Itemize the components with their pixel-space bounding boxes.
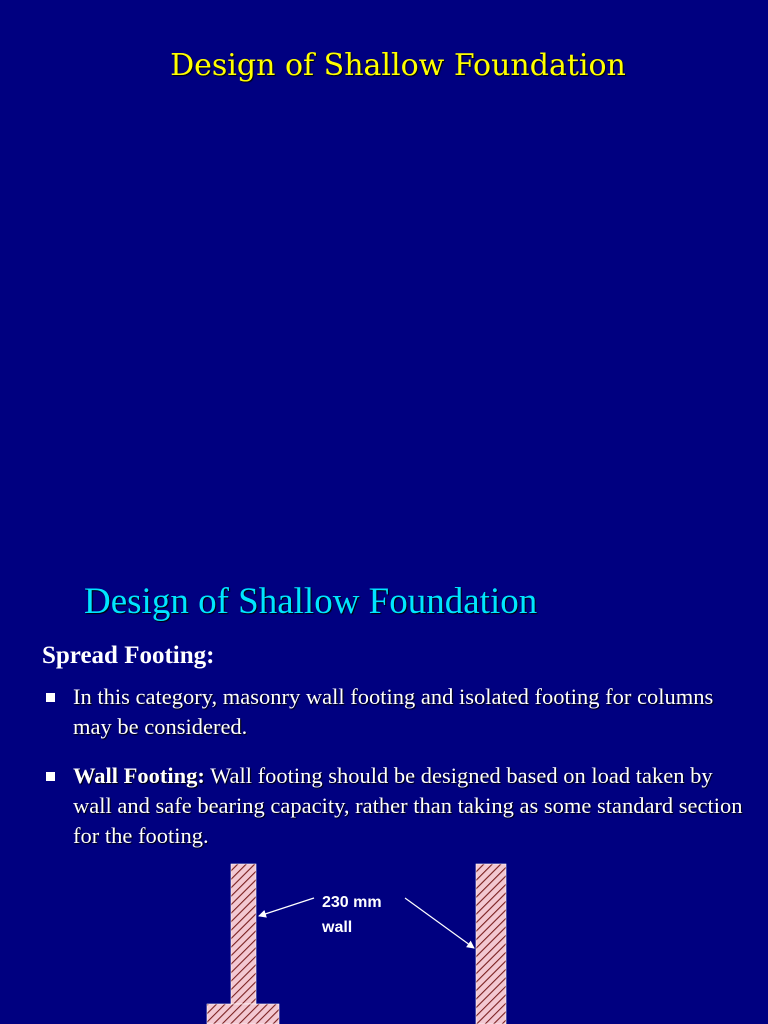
slide-title: Design of Shallow Foundation (170, 48, 626, 83)
subheading: Spread Footing: (42, 642, 215, 669)
bullet-body (73, 761, 746, 851)
left-wall (231, 864, 256, 1004)
square-bullet-icon (46, 772, 55, 781)
square-bullet-icon (46, 693, 55, 702)
bullet-item (46, 761, 746, 851)
left-footing-step (207, 1004, 279, 1024)
bullet-text: Wall footing should be designed based on load taken by wall and safe bearing capacity, rather than taking as some standard section for the footing. (73, 763, 743, 848)
right-wall (476, 864, 506, 1024)
bullet-item (46, 682, 746, 742)
bullet-text: In this category, masonry wall footing and isolated footing for columns may be considered. (73, 684, 714, 739)
wall-footing-diagram (0, 855, 768, 1024)
bullet-label: Wall Footing: (73, 763, 205, 788)
arrow-to-right-wall (405, 898, 474, 948)
wall-label-line-1: 230 mm (322, 894, 382, 911)
section-title: Design of Shallow Foundation (84, 581, 538, 622)
wall-label-line-2: wall (322, 919, 353, 936)
arrow-to-left-wall (259, 898, 314, 916)
